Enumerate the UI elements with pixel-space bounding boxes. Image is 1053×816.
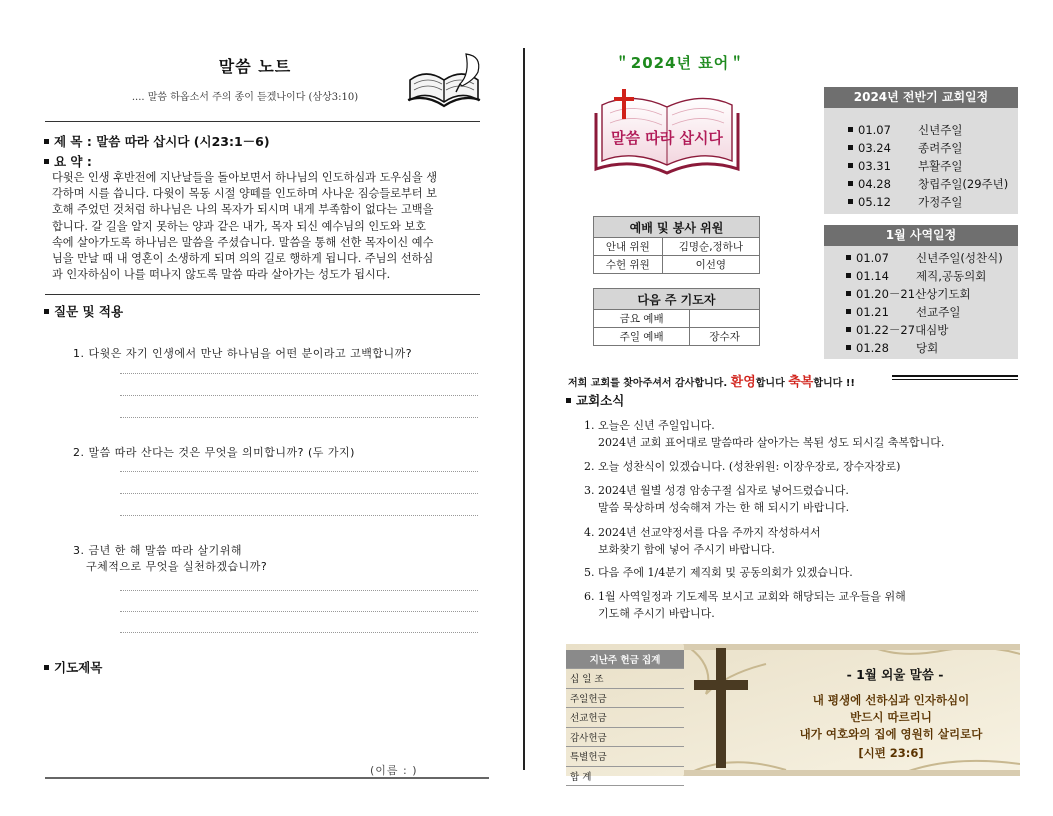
welcome-message: 저희 교회를 찾아주셔서 감사합니다. 환영합니다 축복합니다 !! (568, 375, 855, 390)
memory-verse-line: 반드시 따르리니 (850, 710, 932, 724)
schedule-item: 01.20－21산상기도회 (846, 286, 971, 302)
year-motto-title: ＂2024년 표어＂ (614, 54, 746, 72)
january-schedule-header: 1월 사역일정 (824, 225, 1018, 246)
question-2: 2. 말씀 따라 산다는 것은 무엇을 의미합니까? (두 가지) (73, 446, 355, 459)
next-week-prayer-table (593, 288, 760, 346)
schedule-item: 03.31 부활주일 (848, 158, 962, 174)
schedule-item: 01.07 신년주일(성찬식) (846, 250, 1003, 266)
question-3-continued: 구체적으로 무엇을 실천하겠습니까? (86, 560, 268, 573)
schedule-item: 01.28 당회 (846, 340, 938, 356)
bullet-icon (44, 159, 49, 164)
table-row: 주일헌금 (566, 688, 684, 708)
answer-line[interactable] (120, 632, 478, 633)
answer-line[interactable] (120, 515, 478, 516)
page-title: 말씀 노트 (218, 57, 292, 76)
church-news-label: 교회소식 (566, 391, 624, 409)
answer-line[interactable] (120, 493, 478, 494)
divider-line (45, 294, 480, 295)
summary-text: 다윗은 인생 후반전에 지난날들을 돌아보면서 하나님의 인도하심과 도우심을 생 각하며 시를 씁니다. 다윗이 목동 시절 양떼를 인도하며 사나운 짐승들로부터 보 호해 주었던 것처럼 하나님은 나의 목자가 되시며 내게 부족함이 없다는 고백을 합니다. 갈 길을 알지 못하는 양과 같은 내가, 목자 되신 예수님의 인도와 보호 속에 살아가도록 하나님은 말씀을 주셨습니다. 말씀을 통해 선한 목자이신 예수 님을 만날 때 내 영혼이 소생하게 되며 의의 길로 행하게 됩니다. 주님의 선하심 과 인자하심이 나를 떠나지 않도록 말씀 따라 살아가는 성도가 됩시다. (52, 171, 438, 282)
memory-verse-reference: [시편 23:6] (858, 746, 924, 760)
question-1: 1. 다윗은 자기 인생에서 만난 하나님을 어떤 분이라고 고백합니까? (73, 347, 413, 360)
table-header: 예배 및 봉사 위원 (594, 217, 760, 238)
decorative-rule (892, 379, 1018, 380)
schedule-item: 05.12 가정주일 (848, 194, 962, 210)
cross-icon (716, 648, 726, 768)
news-item: 1. 오늘은 신년 주일입니다. 2024년 교회 표어대로 말씀따라 살아가는 복된 성도 되시길 축복합니다. (584, 419, 945, 449)
bullet-icon (44, 139, 49, 144)
first-half-schedule-header: 2024년 전반기 교회일정 (824, 87, 1018, 108)
schedule-item: 01.07 신년주일 (848, 122, 962, 138)
answer-line[interactable] (120, 373, 478, 374)
bible-motto-logo (592, 83, 742, 181)
divider-line (45, 777, 489, 779)
memory-verse-line: 내가 여호와의 집에 영원히 살리로다 (799, 727, 983, 741)
offering-summary-table (566, 650, 684, 786)
table-row: 합 계 (566, 766, 684, 786)
news-item: 5. 다음 주에 1/4분기 제직회 및 공동의회가 있겠습니다. (584, 566, 853, 579)
name-field[interactable]: (이름 : ) (370, 764, 418, 777)
schedule-item: 01.14 제직,공동의회 (846, 268, 986, 284)
table-row: 금요 예배 (594, 310, 760, 328)
table-row: 주일 예배 장수자 (594, 328, 760, 346)
answer-line[interactable] (120, 471, 478, 472)
table-row: 감사헌금 (566, 727, 684, 747)
motto-text: 말씀 따라 삽시다 (611, 129, 723, 147)
decorative-rule (892, 375, 1018, 377)
schedule-item: 03.24 종려주일 (848, 140, 962, 156)
table-row: 십 일 조 (566, 669, 684, 689)
page-divider (523, 48, 525, 770)
sermon-subject: 제 목 : 말씀 따라 삽시다 (시23:1－6) (44, 132, 270, 150)
table-row: 선교헌금 (566, 708, 684, 728)
schedule-item: 04.28 창립주일(29주년) (848, 176, 1008, 192)
open-book-quill-icon (404, 50, 486, 112)
header-verse: .... 말씀 하옵소서 주의 종이 듣겠나이다 (삼상3:10) (131, 92, 359, 103)
question-3: 3. 금년 한 해 말씀 따라 살기위해 (73, 544, 242, 557)
schedule-item: 01.21 선교주일 (846, 304, 960, 320)
answer-line[interactable] (120, 611, 478, 612)
table-row: 특별헌금 (566, 747, 684, 767)
answer-line[interactable] (120, 417, 478, 418)
january-schedule (824, 246, 1018, 359)
bullet-icon (566, 398, 571, 403)
memory-verse-line: 내 평생에 선하심과 인자하심이 (812, 693, 970, 707)
table-header: 다음 주 기도자 (594, 289, 760, 310)
news-item: 6. 1월 사역일정과 기도제목 보시고 교회와 해당되는 교우들을 위해 기도해 주시기 바랍니다. (584, 590, 906, 620)
table-row: 수헌 위원 이선영 (594, 256, 760, 274)
bullet-icon (44, 309, 49, 314)
news-item: 4. 2024년 선교약정서를 다음 주까지 작성하셔서 보화찾기 함에 넣어 주시기 바랍니다. (584, 526, 821, 556)
news-item: 3. 2024년 월별 성경 암송구절 십자로 넣어드렸습니다. 말씀 묵상하며 성숙해져 가는 한 해 되시기 바랍니다. (584, 484, 850, 514)
qa-label: 질문 및 적용 (44, 302, 123, 320)
first-half-schedule (824, 108, 1018, 214)
worship-service-table (593, 216, 760, 274)
memory-verse-title: - 1월 외울 말씀 - (846, 667, 944, 682)
summary-label: 요 약 : (44, 152, 92, 170)
table-header: 지난주 헌금 집계 (566, 650, 684, 669)
bullet-icon (44, 665, 49, 670)
table-row: 안내 위원 김명순,정하나 (594, 238, 760, 256)
answer-line[interactable] (120, 395, 478, 396)
divider-line (45, 121, 480, 122)
answer-line[interactable] (120, 590, 478, 591)
prayer-label: 기도제목 (44, 658, 102, 676)
news-item: 2. 오늘 성찬식이 있겠습니다. (성찬위원: 이장우장로, 장수자장로) (584, 460, 901, 473)
schedule-item: 01.22－27대심방 (846, 322, 948, 338)
